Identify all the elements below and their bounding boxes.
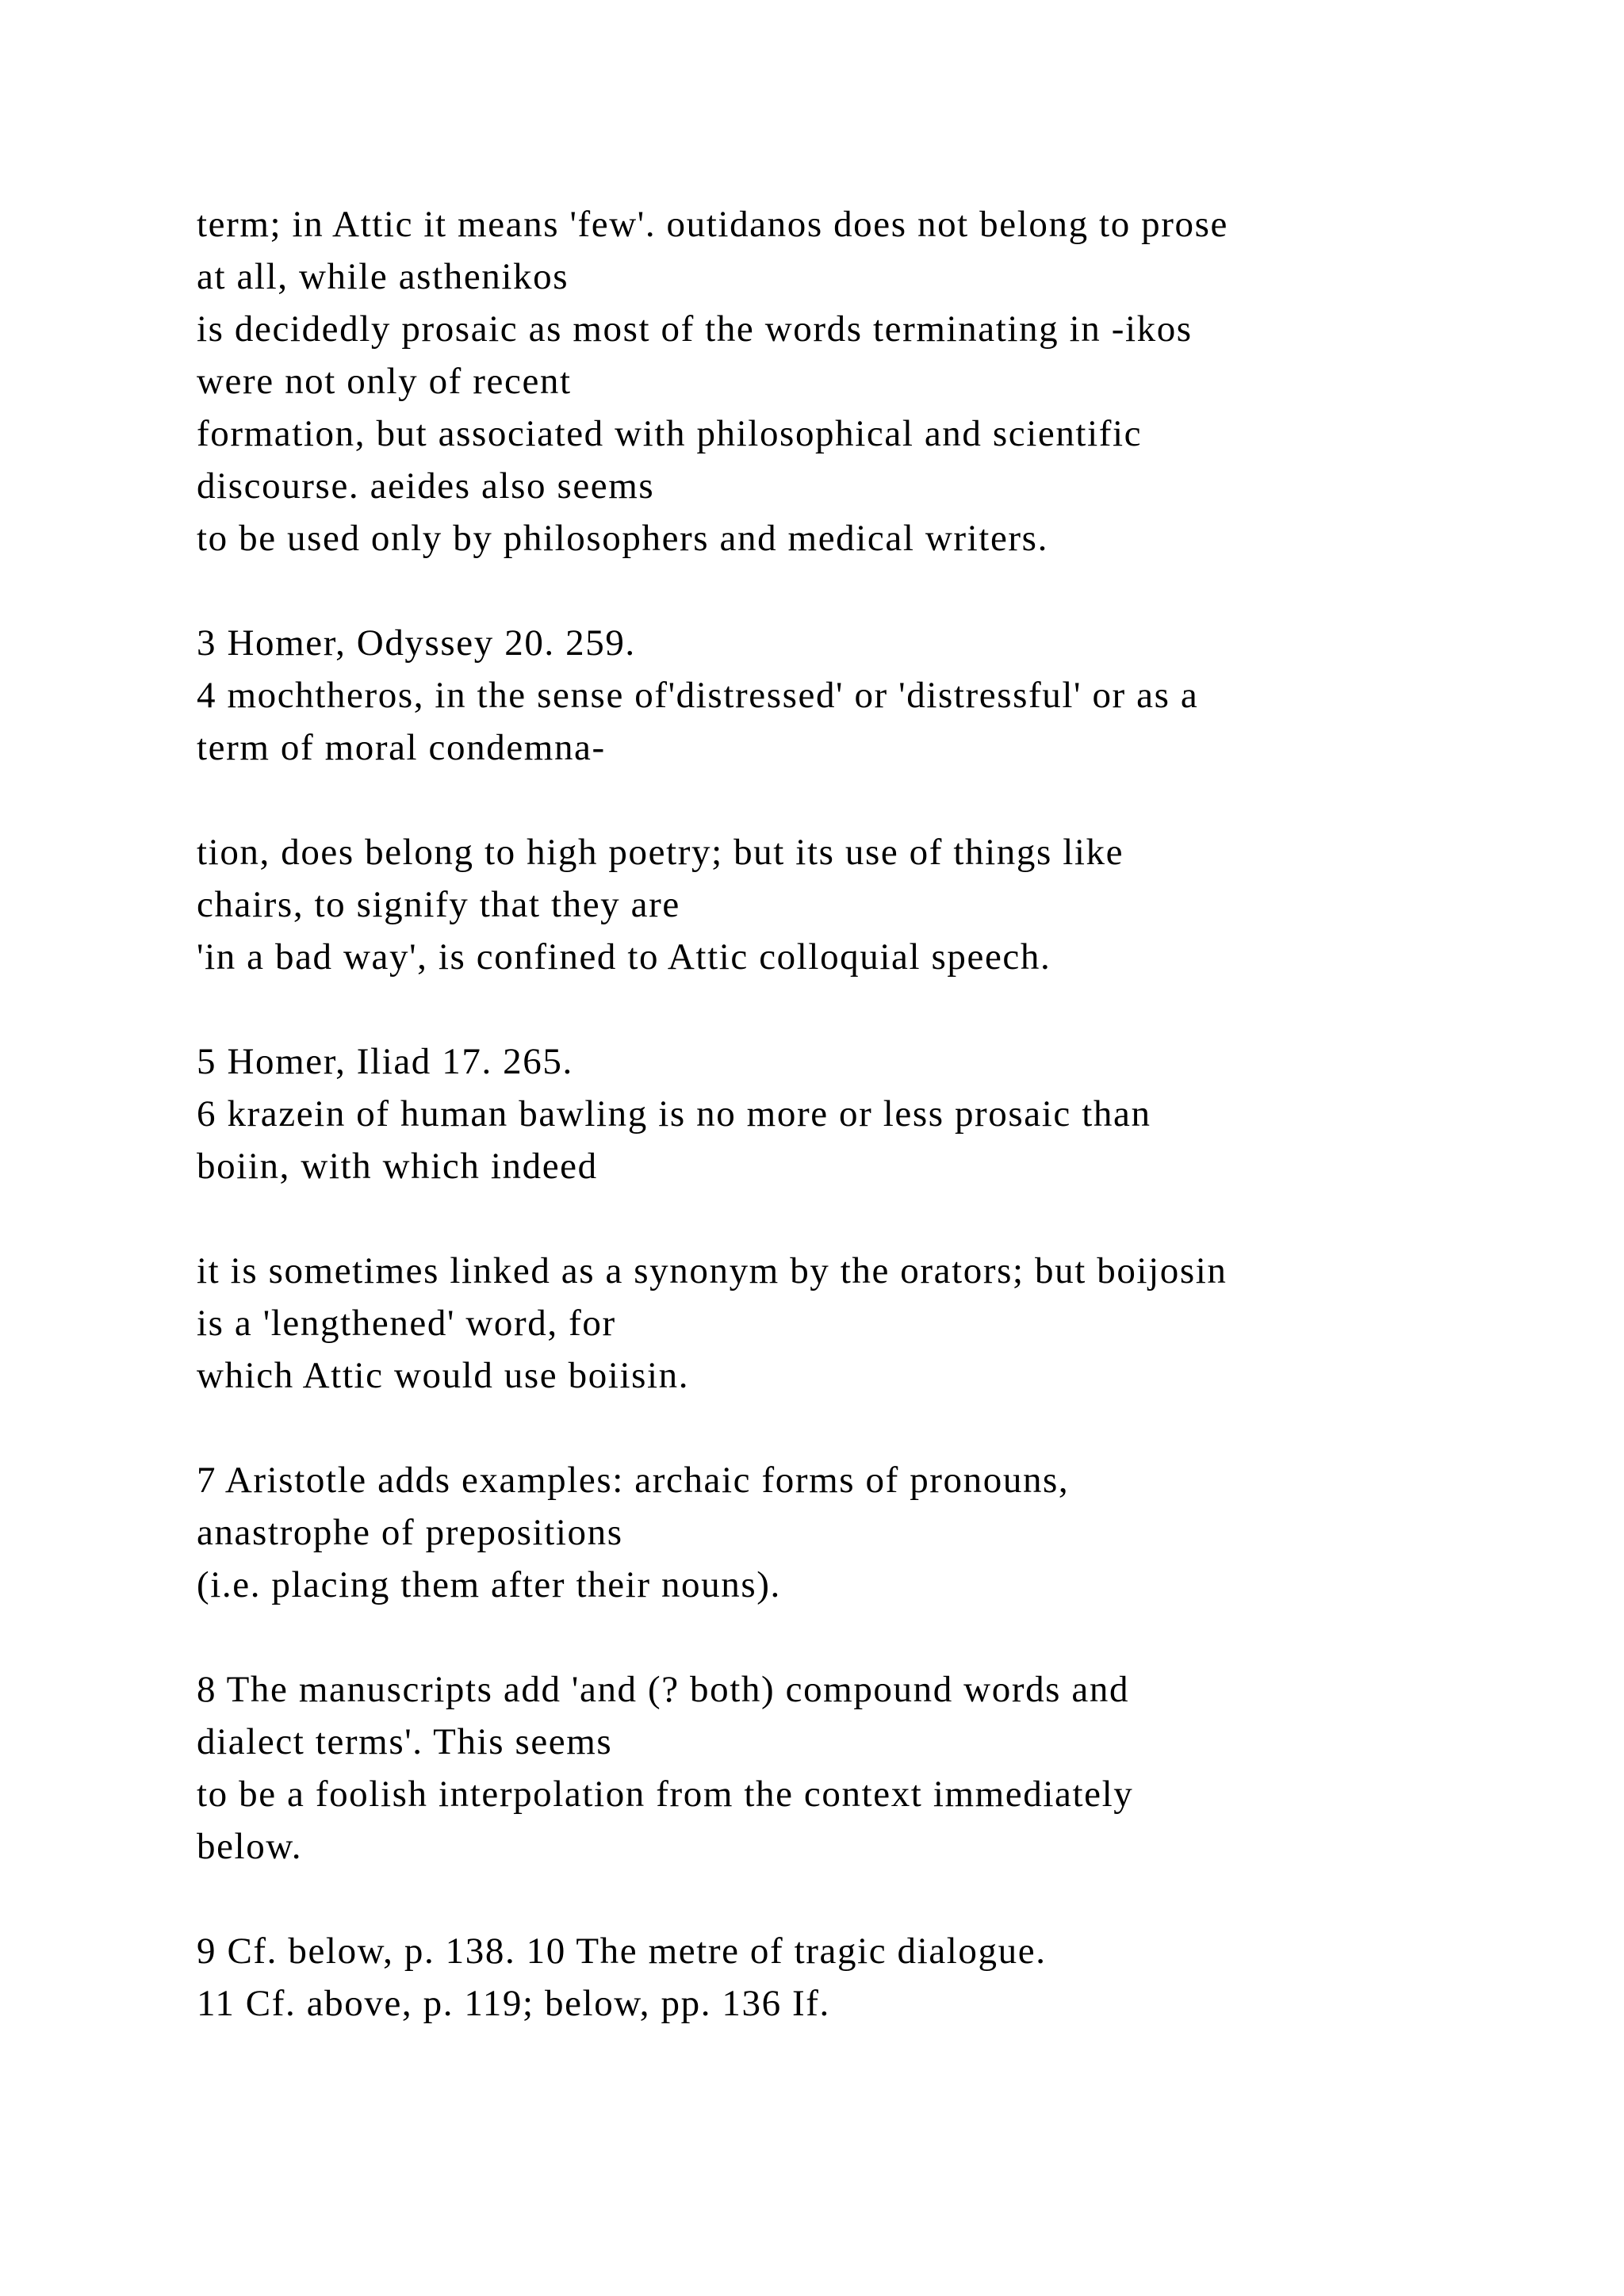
- text-line: to be a foolish interpolation from the context immediately: [197, 1774, 1134, 1815]
- text-line: to be used only by philosophers and medical writers.: [197, 518, 1048, 559]
- text-line: tion, does belong to high poetry; but its use of things like: [197, 832, 1124, 873]
- text-line: it is sometimes linked as a synonym by the orators; but boijosin: [197, 1250, 1228, 1292]
- text-line: 7 Aristotle adds examples: archaic forms of pronouns,: [197, 1460, 1070, 1501]
- text-line: 'in a bad way', is confined to Attic colloquial speech.: [197, 936, 1051, 978]
- paragraph-gap: [197, 1611, 1481, 1663]
- text-line: 5 Homer, Iliad 17. 265.: [197, 1041, 573, 1082]
- text-line: is decidedly prosaic as most of the words terminating in -ikos: [197, 308, 1193, 350]
- paragraph-gap: [197, 983, 1481, 1035]
- text-line: at all, while asthenikos: [197, 256, 569, 297]
- text-line: were not only of recent: [197, 361, 572, 402]
- text-line: 11 Cf. above, p. 119; below, pp. 136 If.: [197, 1983, 830, 2024]
- text-line: which Attic would use boiisin.: [197, 1355, 690, 1396]
- text-line: chairs, to signify that they are: [197, 884, 680, 925]
- text-line: discourse. aeides also seems: [197, 465, 655, 507]
- text-line: formation, but associated with philosophical and scientific: [197, 413, 1143, 454]
- paragraph-gap: [197, 564, 1481, 617]
- text-line: below.: [197, 1826, 303, 1867]
- text-line: 8 The manuscripts add 'and (? both) compound words and: [197, 1669, 1130, 1710]
- text-line: 4 mochtheros, in the sense of'distressed' or 'distressful' or as a: [197, 675, 1199, 716]
- text-line: 9 Cf. below, p. 138. 10 The metre of tragic dialogue.: [197, 1931, 1047, 1972]
- text-line: 3 Homer, Odyssey 20. 259.: [197, 622, 636, 664]
- paragraph-gap: [197, 774, 1481, 826]
- text-line: term of moral condemna-: [197, 727, 606, 768]
- text-line: anastrophe of prepositions: [197, 1512, 623, 1553]
- text-line: (i.e. placing them after their nouns).: [197, 1564, 781, 1605]
- footnotes-text: [197, 198, 1481, 2030]
- paragraph-gap: [197, 1402, 1481, 1454]
- paragraph-gap: [197, 1192, 1481, 1245]
- text-line: dialect terms'. This seems: [197, 1721, 613, 1762]
- text-line: 6 krazein of human bawling is no more or less prosaic than: [197, 1093, 1151, 1135]
- text-line: is a 'lengthened' word, for: [197, 1303, 616, 1344]
- text-line: term; in Attic it means 'few'. outidanos does not belong to prose: [197, 204, 1228, 245]
- paragraph-gap: [197, 1873, 1481, 1925]
- text-line: boiin, with which indeed: [197, 1146, 598, 1187]
